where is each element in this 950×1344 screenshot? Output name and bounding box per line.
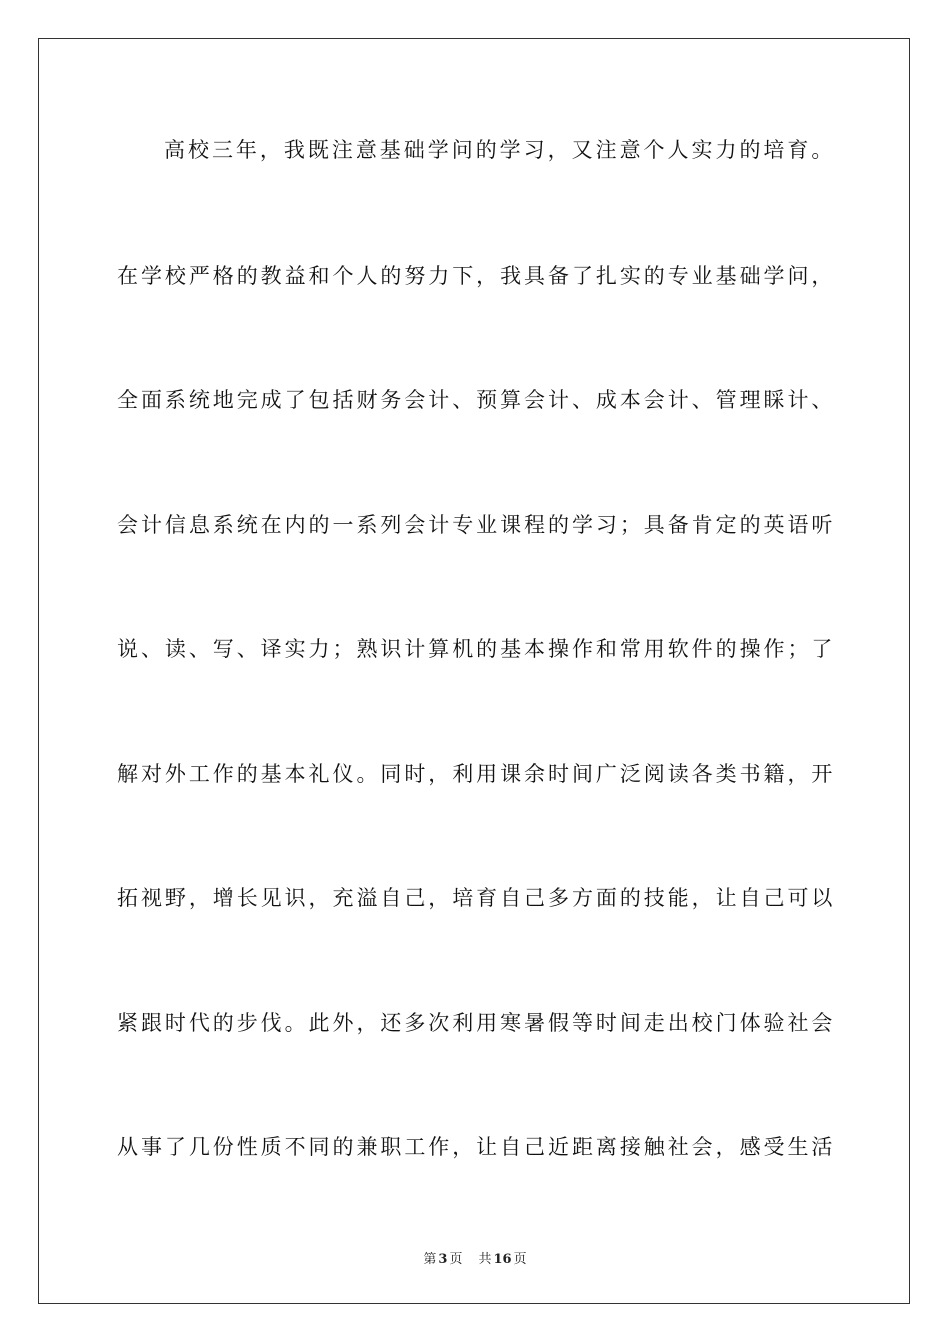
paragraph-line-2: 在学校严格的教益和个人的努力下，我具备了扎实的专业基础学问， (117, 264, 833, 288)
footer-total-suffix: 页 (513, 1252, 527, 1267)
footer-page-suffix: 页 (449, 1252, 463, 1267)
footer-total-pages: 16 (493, 1252, 512, 1267)
paragraph-line-3: 全面系统地完成了包括财务会计、预算会计、成本会计、管理睬计、 (117, 388, 833, 412)
page-footer (0, 1248, 950, 1267)
paragraph-line-5: 说、读、写、译实力；熟识计算机的基本操作和常用软件的操作；了 (117, 637, 833, 661)
paragraph-line-9: 从事了几份性质不同的兼职工作，让自己近距离接触社会，感受生活 (117, 1135, 833, 1159)
paragraph-line-4: 会计信息系统在内的一系列会计专业课程的学习；具备肯定的英语听 (117, 513, 833, 537)
footer-total-prefix: 共 (478, 1252, 492, 1267)
footer-page-prefix: 第 (423, 1252, 437, 1267)
paragraph-line-8: 紧跟时代的步伐。此外，还多次利用寒暑假等时间走出校门体验社会 (117, 1011, 833, 1035)
footer-page-number: 3 (438, 1252, 448, 1267)
page-border (38, 38, 910, 1304)
paragraph-line-6: 解对外工作的基本礼仪。同时，利用课余时间广泛阅读各类书籍，开 (117, 762, 833, 786)
paragraph-line-7: 拓视野，增长见识，充溢自己，培育自己多方面的技能，让自己可以 (117, 886, 833, 910)
paragraph-line-1: 高校三年，我既注意基础学问的学习，又注意个人实力的培育。 (164, 138, 833, 162)
